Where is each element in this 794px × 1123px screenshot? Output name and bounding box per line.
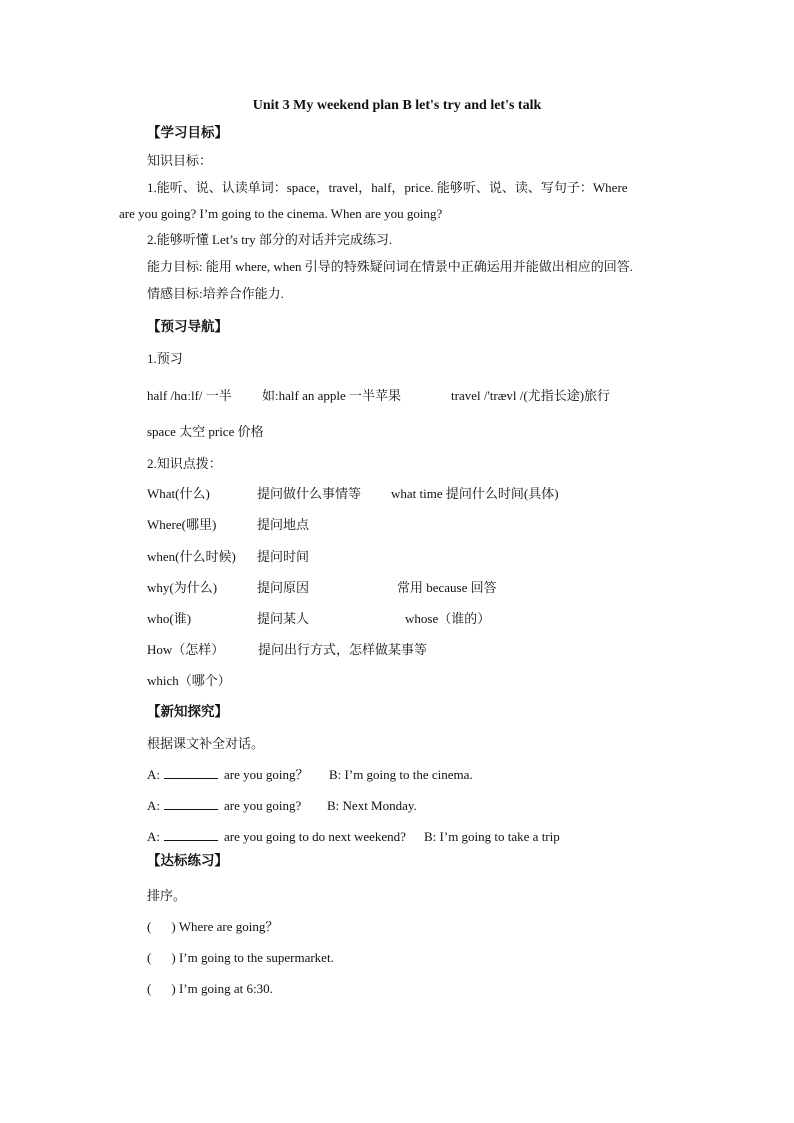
- question-use: 提问出行方式，怎样做某事等: [258, 642, 428, 657]
- order-item: [147, 918, 278, 936]
- question-extra: 常用 because 回答: [397, 580, 497, 595]
- question-word: when(什么时候): [147, 549, 236, 564]
- order-item: [147, 949, 334, 967]
- dialog-answer: B: I’m going to take a trip: [424, 829, 560, 844]
- objectives-heading: 【学习目标】: [147, 125, 228, 140]
- objective-item-1-cont: are you going? I’m going to the cinema. When are you going?: [119, 206, 443, 221]
- practice-instruction: 排序。: [147, 888, 187, 903]
- page-title: Unit 3 My weekend plan B let's try and let's talk: [252, 98, 542, 113]
- vocab-space-price: space 太空 price 价格: [147, 424, 264, 439]
- emotion-objective: 情感目标:培养合作能力.: [147, 286, 284, 301]
- vocab-half-example: 如:half an apple 一半苹果: [262, 388, 401, 403]
- order-paren-open: (: [147, 981, 152, 996]
- answer-blank[interactable]: [164, 828, 218, 841]
- order-paren-close: ): [171, 950, 176, 965]
- dialog-line: [147, 828, 406, 846]
- knowledge-label: 知识目标：: [147, 153, 213, 168]
- dialog-question: are you going to do next weekend?: [224, 829, 406, 844]
- order-item: [147, 980, 273, 998]
- answer-blank[interactable]: [164, 766, 218, 779]
- question-extra: whose（谁的）: [405, 611, 491, 626]
- explore-instruction: 根据课文补全对话。: [147, 736, 265, 751]
- preview-heading: 【预习导航】: [147, 319, 228, 334]
- dialog-answer: B: Next Monday.: [327, 798, 417, 813]
- question-word: why(为什么): [147, 580, 218, 595]
- preview-sub-1: 1.预习: [147, 351, 183, 366]
- question-use: 提问地点: [257, 517, 310, 532]
- order-paren-close: ): [171, 919, 176, 934]
- dialog-line: [147, 766, 308, 784]
- objective-item-1: 1.能听、说、认读单词：space，travel，half，price. 能够听、说、读、写句子：Where: [147, 180, 628, 195]
- question-word: What(什么): [147, 486, 210, 501]
- question-word: who(谁): [147, 611, 192, 626]
- explore-heading: 【新知探究】: [147, 704, 228, 719]
- order-paren-open: (: [147, 919, 152, 934]
- question-word: which（哪个）: [147, 673, 231, 688]
- vocab-travel: travel /'trævl /(尤指长途)旅行: [451, 388, 611, 403]
- question-use: 提问原因: [257, 580, 310, 595]
- dialog-question: are you going?: [224, 798, 302, 813]
- question-use: 提问做什么事情等: [257, 486, 362, 501]
- order-sentence: I’m going at 6:30.: [178, 981, 273, 996]
- question-word: Where(哪里): [147, 517, 217, 532]
- practice-heading: 【达标练习】: [147, 853, 228, 868]
- preview-sub-2: 2.知识点拨：: [147, 456, 222, 471]
- dialog-line: [147, 797, 301, 815]
- question-use: 提问时间: [257, 549, 310, 564]
- objective-item-2: 2.能够听懂 Let’s try 部分的对话并完成练习.: [147, 232, 393, 247]
- dialog-answer: B: I’m going to the cinema.: [329, 767, 473, 782]
- order-paren-close: ): [171, 981, 176, 996]
- speaker-a: A:: [147, 829, 160, 844]
- order-paren-open: (: [147, 950, 152, 965]
- speaker-a: A:: [147, 767, 160, 782]
- question-use: 提问某人: [257, 611, 310, 626]
- speaker-a: A:: [147, 798, 160, 813]
- question-word: How（怎样）: [147, 642, 225, 657]
- answer-blank[interactable]: [164, 797, 218, 810]
- question-extra: what time 提问什么时间(具体): [391, 486, 559, 501]
- dialog-question: are you going？: [224, 767, 309, 782]
- order-sentence: I’m going to the supermarket.: [178, 950, 334, 965]
- order-sentence: Where are going？: [178, 919, 279, 934]
- ability-objective: 能力目标: 能用 where, when 引导的特殊疑问词在情景中正确运用并能做出相应的回答.: [147, 259, 634, 274]
- vocab-half: half /hɑːlf/ 一半: [147, 388, 232, 403]
